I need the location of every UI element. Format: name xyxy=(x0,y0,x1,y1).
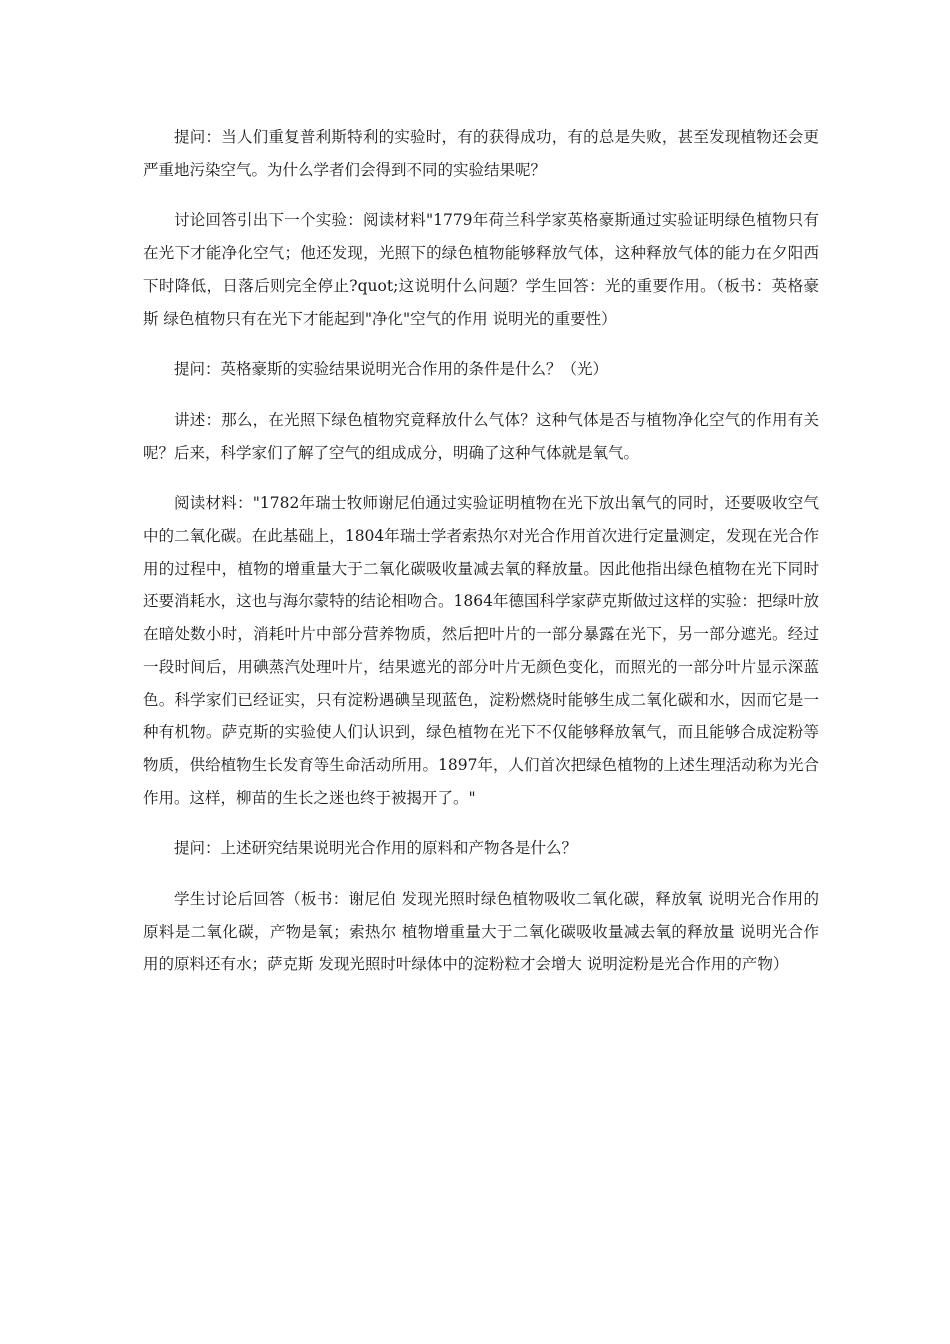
paragraph-student-answer: 学生讨论后回答（板书：谢尼伯 发现光照时绿色植物吸收二氧化碳，释放氧 说明光合作用的原料是二氧化碳，产物是氧；索热尔 植物增重量大于二氧化碳吸收量减去氧的释放量 说明光合作用的原料还有水；萨克斯 发现光照时叶绿体中的淀粉粒才会增大 说明淀粉是光合作用的产物） xyxy=(143,890,819,974)
paragraph-question-1: 提问：当人们重复普利斯特利的实验时，有的获得成功，有的总是失败，甚至发现植物还会更严重地污染空气。为什么学者们会得到不同的实验结果呢？ xyxy=(143,128,819,179)
document-body xyxy=(143,121,819,999)
paragraph-question-2: 提问：英格豪斯的实验结果说明光合作用的条件是什么？（光） xyxy=(174,360,609,379)
paragraph-narration: 讲述：那么，在光照下绿色植物究竟释放什么气体？这种气体是否与植物净化空气的作用有关呢？后来，科学家们了解了空气的组成成分，明确了这种气体就是氧气。 xyxy=(143,410,819,462)
paragraph-question-3: 提问：上述研究结果说明光合作用的原料和产物各是什么？ xyxy=(174,839,578,858)
paragraph-reading-material: 阅读材料："1782年瑞士牧师谢尼伯通过实验证明植物在光下放出氧气的同时，还要吸收空气中的二氧化碳。在此基础上，1804年瑞士学者索热尔对光合作用首次进行定量测定，发现在光合作用的过程中，植物的增重量大于二氧化碳吸收量减去氧的释放量。因此他指出绿色植物在光下同时还要消耗水，这也与海尔蒙特的结论相吻合。1864年德国科学家萨克斯做过这样的实验：把绿叶放在暗处数小时，消耗叶片中部分营养物质，然后把叶片的一部分暴露在光下，另一部分遮光。经过一段时间后，用碘蒸汽处理叶片，结果遮光的部分叶片无颜色变化，而照光的一部分叶片显示深蓝色。科学家们已经证实，只有淀粉遇碘呈现蓝色，淀粉燃烧时能够生成二氧化碳和水，因而它是一种有机物。萨克斯的实验使人们认识到，绿色植物在光下不仅能够释放氧气，而且能够合成淀粉等物质，供给植物生长发育等生命活动所用。1897年，人们首次把绿色植物的上述生理活动称为光合作用。这样，柳苗的生长之迷也终于被揭开了。" xyxy=(143,494,819,807)
paragraph-discussion-ingenhousz: 讨论回答引出下一个实验：阅读材料"1779年荷兰科学家英格豪斯通过实验证明绿色植物只有在光下才能净化空气；他还发现，光照下的绿色植物能够释放气体，这种释放气体的能力在夕阳西下时降低，日落后则完全停止?quot;这说明什么问题？学生回答：光的重要作用。（板书：英格豪斯 绿色植物只有在光下才能起到"净化"空气的作用 说明光的重要性） xyxy=(143,211,819,328)
